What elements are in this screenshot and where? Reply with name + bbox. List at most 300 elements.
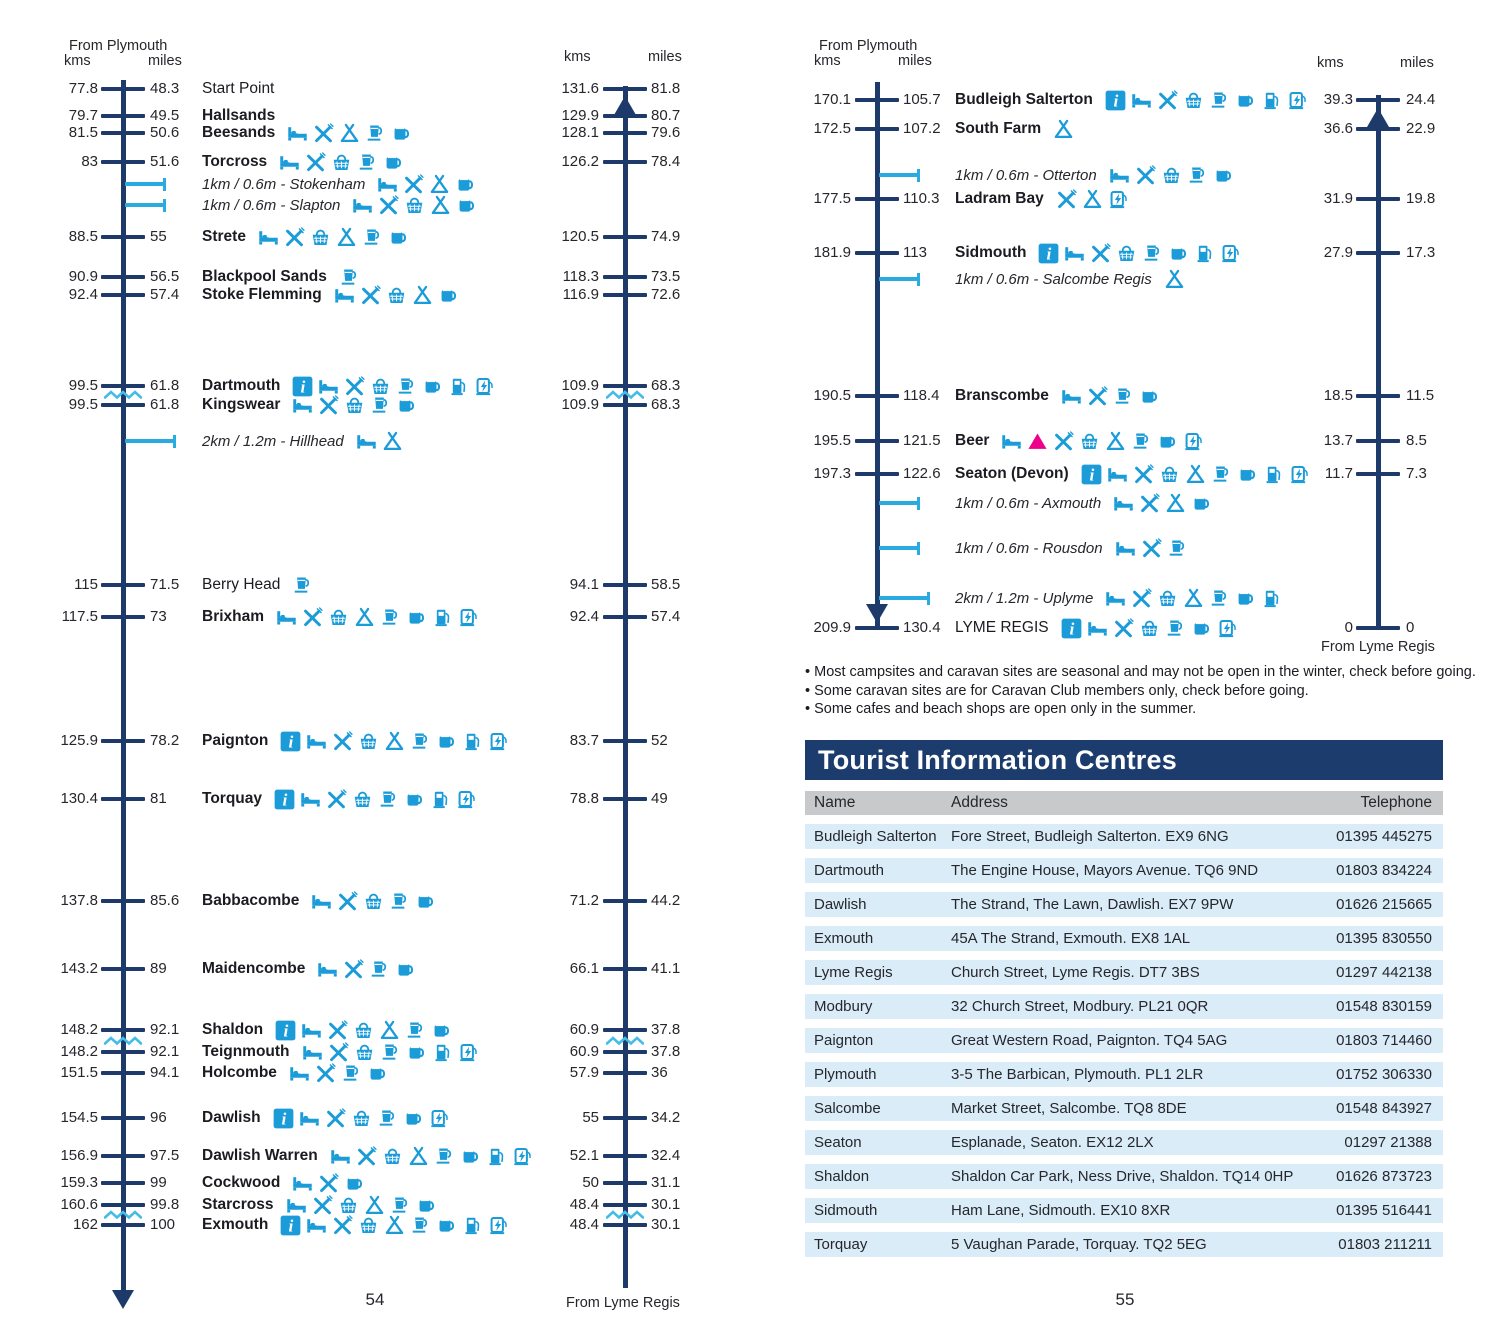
miles-value: 100: [150, 1216, 176, 1233]
side-trail-label: 1km / 0.6m - Salcombe Regis: [955, 270, 1152, 288]
ev-icon: [1217, 618, 1238, 639]
miles-from-lyme-regis-value: 79.6: [651, 124, 681, 141]
fuel-icon: [1194, 243, 1215, 264]
bed-icon: [1109, 165, 1130, 186]
cafe-icon: [395, 959, 416, 980]
tic-cell-name: Torquay: [814, 1236, 868, 1253]
tic-panel-title: Tourist Information Centres: [805, 740, 1443, 780]
tic-cell-address: 45A The Strand, Exmouth. EX8 1AL: [951, 930, 1191, 947]
side-trail-label: 2km / 1.2m - Uplyme: [955, 589, 1094, 607]
p54-second-distance-line: [623, 86, 628, 1288]
miles-value: 92.1: [150, 1021, 180, 1038]
side-trail-label: 1km / 0.6m - Slapton: [202, 196, 341, 214]
camp-icon: [1183, 588, 1204, 609]
svg-text:i: i: [1046, 244, 1052, 264]
food-icon: [1157, 90, 1178, 111]
camp-icon: [1105, 431, 1126, 452]
tic-cell-name: Shaldon: [814, 1168, 870, 1185]
cafe-icon: [1191, 493, 1212, 514]
distance-tick: [101, 235, 145, 240]
food-icon: [1133, 464, 1154, 485]
station-row: [202, 122, 412, 144]
bed-icon: [330, 1146, 351, 1167]
miles-from-lyme-regis-value: 72.6: [651, 286, 681, 303]
kms-from-lyme-regis-value: 109.9: [561, 396, 599, 413]
shop-icon: [1079, 431, 1100, 452]
kms-value: 81.5: [68, 124, 98, 141]
miles-value: 57.4: [150, 286, 180, 303]
distance-tick: [1356, 439, 1400, 444]
food-icon: [327, 1020, 348, 1041]
cafe-icon: [422, 376, 443, 397]
svg-text:i: i: [283, 1021, 289, 1041]
miles-value: 96: [150, 1109, 167, 1126]
distance-tick: [855, 472, 899, 477]
cafe-icon: [367, 1063, 388, 1084]
miles-value: 97.5: [150, 1147, 180, 1164]
miles-from-lyme-regis-value: 32.4: [651, 1147, 681, 1164]
miles-from-lyme-regis-value: 11.5: [1406, 387, 1435, 404]
tic-cell-address: Church Street, Lyme Regis. DT7 3BS: [951, 964, 1200, 981]
side-trail-label: 1km / 0.6m - Otterton: [955, 166, 1097, 184]
pub-icon: [1167, 538, 1188, 559]
station-name: Teignmouth: [202, 1043, 290, 1060]
station-name: Cockwood: [202, 1174, 281, 1191]
bed-icon: [1001, 431, 1022, 452]
kms-value: 172.5: [813, 120, 851, 137]
distance-tick: [603, 899, 647, 904]
tic-cell-telephone: 01548 843927: [1336, 1100, 1432, 1117]
bed-icon: [292, 395, 313, 416]
food-icon: [325, 1108, 346, 1129]
ev-icon: [458, 1042, 479, 1063]
station-row: [202, 958, 416, 980]
tic-cell-address: 5 Vaughan Parade, Torquay. TQ2 5EG: [951, 1236, 1207, 1253]
fuel-icon: [432, 607, 453, 628]
pub-icon: [434, 1146, 455, 1167]
station-row: [202, 1172, 365, 1194]
info-icon: [273, 1108, 294, 1129]
camp-icon: [429, 174, 450, 195]
bed-icon: [1131, 90, 1152, 111]
distance-tick: [1356, 98, 1400, 103]
miles-from-lyme-regis-value: 58.5: [651, 576, 681, 593]
camp-icon: [336, 227, 357, 248]
ev-icon: [488, 731, 509, 752]
tic-cell-telephone: 01548 830159: [1336, 998, 1432, 1015]
distance-tick: [603, 114, 647, 119]
tic-table-header: [805, 791, 1443, 815]
distance-tick: [101, 160, 145, 165]
kms-value: 162: [72, 1216, 98, 1233]
kms-from-lyme-regis-value: 11.7: [1324, 465, 1353, 482]
distance-tick: [603, 160, 647, 165]
pub-icon: [369, 959, 390, 980]
miles-value: 113: [903, 244, 927, 261]
ferry-crossing-mark: [104, 1034, 142, 1053]
kms-value: 148.2: [60, 1043, 98, 1060]
side-trail-row: [955, 164, 1234, 186]
note-item: • Most campsites and caravan sites are seasonal and may not be open in the winter, check before going.: [805, 663, 1465, 682]
side-trail-line: [125, 182, 163, 185]
food-icon: [337, 891, 358, 912]
distance-tick: [603, 1028, 647, 1033]
tic-cell-telephone: 01395 830550: [1336, 930, 1432, 947]
distance-tick: [1356, 251, 1400, 256]
kms-from-lyme-regis-value: 50: [582, 1174, 599, 1191]
miles-value: 122.6: [903, 465, 941, 482]
kms-from-lyme-regis-value: 57.9: [569, 1064, 599, 1081]
cafe-icon: [1191, 618, 1212, 639]
station-name: Blackpool Sands: [202, 268, 327, 285]
bed-icon: [311, 891, 332, 912]
side-trail-label: 1km / 0.6m - Axmouth: [955, 494, 1102, 512]
pub-icon: [1131, 431, 1152, 452]
p55-second-line-arrow-up: [1367, 108, 1389, 127]
side-trail-row: [202, 430, 403, 452]
food-icon: [1053, 431, 1074, 452]
camp-icon: [1185, 464, 1206, 485]
food-icon: [328, 1042, 349, 1063]
station-name: Berry Head: [202, 576, 281, 593]
fuel-icon: [462, 731, 483, 752]
pub-icon: [370, 395, 391, 416]
miles-from-lyme-regis-value: 52: [651, 732, 668, 749]
station-name: Stoke Flemming: [202, 286, 322, 303]
tic-table-row: [805, 1096, 1443, 1121]
food-icon: [315, 1063, 336, 1084]
pub-icon: [380, 1042, 401, 1063]
pub-icon: [1209, 90, 1230, 111]
side-trail-line: [879, 546, 917, 549]
shop-icon: [338, 1195, 359, 1216]
shop-icon: [386, 285, 407, 306]
miles-value: 81: [150, 790, 167, 807]
kms-from-lyme-regis-value: 116.9: [562, 286, 599, 303]
svg-text:i: i: [288, 1216, 294, 1236]
distance-tick: [101, 87, 145, 92]
miles-from-lyme-regis-value: 41.1: [651, 960, 681, 977]
side-trail-line: [879, 501, 917, 504]
pub-icon: [390, 1195, 411, 1216]
cafe-icon: [406, 607, 427, 628]
kms-from-lyme-regis-value: 52.1: [569, 1147, 599, 1164]
kms-value: 148.2: [60, 1021, 98, 1038]
shop-icon: [1183, 90, 1204, 111]
miles-value: 99.8: [150, 1196, 180, 1213]
miles-from-lyme-regis-value: 22.9: [1406, 120, 1436, 137]
distance-tick: [101, 739, 145, 744]
miles-value: 73: [150, 608, 167, 625]
cafe-icon: [1235, 90, 1256, 111]
kms-from-lyme-regis-value: 60.9: [569, 1043, 599, 1060]
food-icon: [1131, 588, 1152, 609]
kms-value: 159.3: [60, 1174, 98, 1191]
kms-value: 177.5: [813, 190, 851, 207]
bed-icon: [292, 1173, 313, 1194]
bed-icon: [306, 1215, 327, 1236]
station-row: [955, 89, 1308, 111]
distance-tick: [603, 1071, 647, 1076]
shop-icon: [404, 195, 425, 216]
cafe-icon: [404, 789, 425, 810]
kms-value: 143.2: [60, 960, 98, 977]
svg-text:i: i: [300, 377, 306, 397]
distance-tick: [603, 87, 647, 92]
food-icon: [318, 395, 339, 416]
shop-icon: [310, 227, 331, 248]
cafe-icon: [431, 1020, 452, 1041]
kms-value: 92.4: [68, 286, 98, 303]
shop-icon: [1116, 243, 1137, 264]
kms-from-lyme-regis-value: 55: [582, 1109, 599, 1126]
p54-scale1-header: From Plymouth: [69, 38, 168, 54]
side-trail-row: [955, 268, 1185, 290]
ferry-crossing-mark: [606, 1208, 644, 1227]
distance-tick: [101, 1181, 145, 1186]
pub-icon: [365, 123, 386, 144]
tic-table-row: [805, 1062, 1443, 1087]
kms-value: 170.1: [813, 91, 851, 108]
camp-icon: [1164, 269, 1185, 290]
kms-value: 181.9: [813, 244, 851, 261]
miles-value: 121.5: [903, 432, 941, 449]
kms-value: 83: [81, 153, 98, 170]
station-name: LYME REGIS: [955, 619, 1049, 636]
p55-scale2-kms-label: kms: [1317, 55, 1344, 71]
camp-icon: [384, 1215, 405, 1236]
miles-value: 92.1: [150, 1043, 180, 1060]
info-icon: [1061, 618, 1082, 639]
svg-text:i: i: [281, 1109, 286, 1129]
distance-tick: [855, 439, 899, 444]
miles-value: 78.2: [150, 732, 180, 749]
kms-value: 117.5: [61, 608, 98, 625]
distance-tick: [101, 1203, 145, 1208]
food-icon: [1056, 189, 1077, 210]
info-icon: [280, 1215, 301, 1236]
cafe-icon: [403, 1108, 424, 1129]
distance-tick: [603, 1154, 647, 1159]
pub-icon: [1142, 243, 1163, 264]
pub-icon: [1211, 464, 1232, 485]
distance-tick: [101, 131, 145, 136]
tic-cell-name: Budleigh Salterton: [814, 828, 937, 845]
station-row: [202, 1041, 479, 1063]
distance-tick: [603, 293, 647, 298]
side-trail-end-cap: [917, 542, 920, 555]
p54-scale2-footer: From Lyme Regis: [566, 1295, 680, 1311]
bed-icon: [258, 227, 279, 248]
tic-col-telephone: Telephone: [1360, 794, 1432, 811]
tourist-information-centres-panel: [805, 740, 1443, 1257]
tic-cell-name: Salcombe: [814, 1100, 881, 1117]
kms-from-lyme-regis-value: 126.2: [561, 153, 599, 170]
food-icon: [403, 174, 424, 195]
distance-tick: [1356, 127, 1400, 132]
shop-icon: [353, 1020, 374, 1041]
bed-icon: [1115, 538, 1136, 559]
svg-text:i: i: [1069, 619, 1074, 639]
station-row: [202, 606, 479, 628]
side-trail-row: [955, 492, 1212, 514]
tic-cell-name: Plymouth: [814, 1066, 877, 1083]
side-trail-line: [879, 277, 917, 280]
distance-tick: [101, 293, 145, 298]
distance-tick: [603, 235, 647, 240]
tic-cell-address: Great Western Road, Paignton. TQ4 5AG: [951, 1032, 1228, 1049]
tic-cell-name: Paignton: [814, 1032, 874, 1049]
side-trail-end-cap: [173, 435, 176, 448]
kms-value: 160.6: [60, 1196, 98, 1213]
station-name: Sidmouth: [955, 244, 1027, 261]
cafe-icon: [1139, 386, 1160, 407]
distance-tick: [603, 967, 647, 972]
bed-icon: [276, 607, 297, 628]
camp-icon: [1165, 493, 1186, 514]
station-row: [202, 1019, 452, 1041]
tic-table-row: [805, 926, 1443, 951]
kms-from-lyme-regis-value: 48.4: [569, 1216, 599, 1233]
miles-from-lyme-regis-value: 49: [651, 790, 668, 807]
station-row: [955, 242, 1241, 264]
miles-value: 56.5: [150, 268, 180, 285]
distance-tick: [101, 275, 145, 280]
side-trail-row: [955, 587, 1282, 609]
camp-icon: [412, 285, 433, 306]
pub-icon: [378, 789, 399, 810]
bed-icon: [356, 431, 377, 452]
shop-icon: [344, 395, 365, 416]
station-name: Starcross: [202, 1196, 274, 1213]
p54-main-line-arrow-down: [112, 1290, 134, 1309]
food-icon: [1087, 386, 1108, 407]
food-icon: [1139, 493, 1160, 514]
shop-icon: [354, 1042, 375, 1063]
food-icon: [305, 152, 326, 173]
tic-cell-telephone: 01297 21388: [1344, 1134, 1432, 1151]
distance-tick: [855, 626, 899, 631]
side-trail-row: [955, 537, 1188, 559]
bed-icon: [352, 195, 373, 216]
kms-value: 115: [74, 576, 98, 593]
miles-from-lyme-regis-value: 30.1: [651, 1196, 681, 1213]
tic-cell-address: Esplanade, Seaton. EX12 2LX: [951, 1134, 1154, 1151]
pub-icon: [341, 1063, 362, 1084]
distance-tick: [603, 739, 647, 744]
tic-table-row: [805, 1232, 1443, 1257]
cafe-icon: [1237, 464, 1258, 485]
info-icon: [274, 789, 295, 810]
bed-icon: [1064, 243, 1085, 264]
pub-icon: [405, 1020, 426, 1041]
p55-scale2-footer: From Lyme Regis: [1321, 639, 1435, 655]
cafe-icon: [1235, 588, 1256, 609]
station-row: [202, 1062, 388, 1084]
kms-from-lyme-regis-value: 94.1: [569, 576, 599, 593]
bed-icon: [334, 285, 355, 306]
shop-icon: [1157, 588, 1178, 609]
food-icon: [1141, 538, 1162, 559]
ev-icon: [474, 376, 495, 397]
side-trail-label: 2km / 1.2m - Hillhead: [202, 432, 344, 450]
kms-value: 151.5: [60, 1064, 98, 1081]
distance-tick: [603, 583, 647, 588]
station-row: [955, 430, 1204, 452]
station-row: [955, 463, 1310, 485]
tic-cell-name: Lyme Regis: [814, 964, 893, 981]
distance-tick: [101, 583, 145, 588]
food-icon: [356, 1146, 377, 1167]
tic-cell-address: Shaldon Car Park, Ness Drive, Shaldon. TQ14 0HP: [951, 1168, 1294, 1185]
food-icon: [312, 1195, 333, 1216]
distance-tick: [1356, 472, 1400, 477]
tic-cell-address: Fore Street, Budleigh Salterton. EX9 6NG: [951, 828, 1229, 845]
miles-value: 71.5: [150, 576, 180, 593]
camp-icon: [384, 731, 405, 752]
kms-from-lyme-regis-value: 60.9: [569, 1021, 599, 1038]
miles-from-lyme-regis-value: 36: [651, 1064, 668, 1081]
shop-icon: [382, 1146, 403, 1167]
kms-value: 90.9: [68, 268, 98, 285]
cafe-icon: [344, 1173, 365, 1194]
cafe-icon: [391, 123, 412, 144]
tic-cell-name: Dawlish: [814, 896, 867, 913]
ev-icon: [429, 1108, 450, 1129]
tic-table-row: [805, 892, 1443, 917]
info-icon: [280, 731, 301, 752]
bed-icon: [1113, 493, 1134, 514]
food-icon: [1090, 243, 1111, 264]
tic-table-row: [805, 1130, 1443, 1155]
distance-tick: [101, 967, 145, 972]
bed-icon: [1107, 464, 1128, 485]
miles-value: 118.4: [903, 387, 940, 404]
p55-main-line-arrow-down: [866, 604, 888, 623]
pub-icon: [1165, 618, 1186, 639]
bed-icon: [287, 123, 308, 144]
station-name: Babbacombe: [202, 892, 300, 909]
kms-from-lyme-regis-value: 48.4: [569, 1196, 599, 1213]
kms-from-lyme-regis-value: 71.2: [569, 892, 599, 909]
station-row: [955, 118, 1074, 140]
kms-value: 156.9: [60, 1147, 98, 1164]
info-icon: [1081, 464, 1102, 485]
kms-from-lyme-regis-value: 131.6: [561, 80, 599, 97]
kms-value: 209.9: [813, 619, 851, 636]
bed-icon: [289, 1063, 310, 1084]
distance-tick: [101, 797, 145, 802]
miles-from-lyme-regis-value: 31.1: [651, 1174, 681, 1191]
distance-tick: [855, 394, 899, 399]
miles-value: 105.7: [903, 91, 941, 108]
station-name: Paignton: [202, 732, 269, 749]
station-row: [955, 385, 1160, 407]
food-icon: [313, 123, 334, 144]
kms-value: 195.5: [813, 432, 851, 449]
cafe-icon: [383, 152, 404, 173]
miles-from-lyme-regis-value: 24.4: [1406, 91, 1436, 108]
tic-cell-name: Dartmouth: [814, 862, 885, 879]
kms-from-lyme-regis-value: 18.5: [1323, 387, 1353, 404]
side-trail-end-cap: [917, 497, 920, 510]
camp-icon: [382, 431, 403, 452]
miles-value: 49.5: [150, 107, 180, 124]
miles-value: 51.6: [150, 153, 180, 170]
shop-icon: [1139, 618, 1160, 639]
miles-value: 99: [150, 1174, 167, 1191]
kms-from-lyme-regis-value: 78.8: [569, 790, 599, 807]
